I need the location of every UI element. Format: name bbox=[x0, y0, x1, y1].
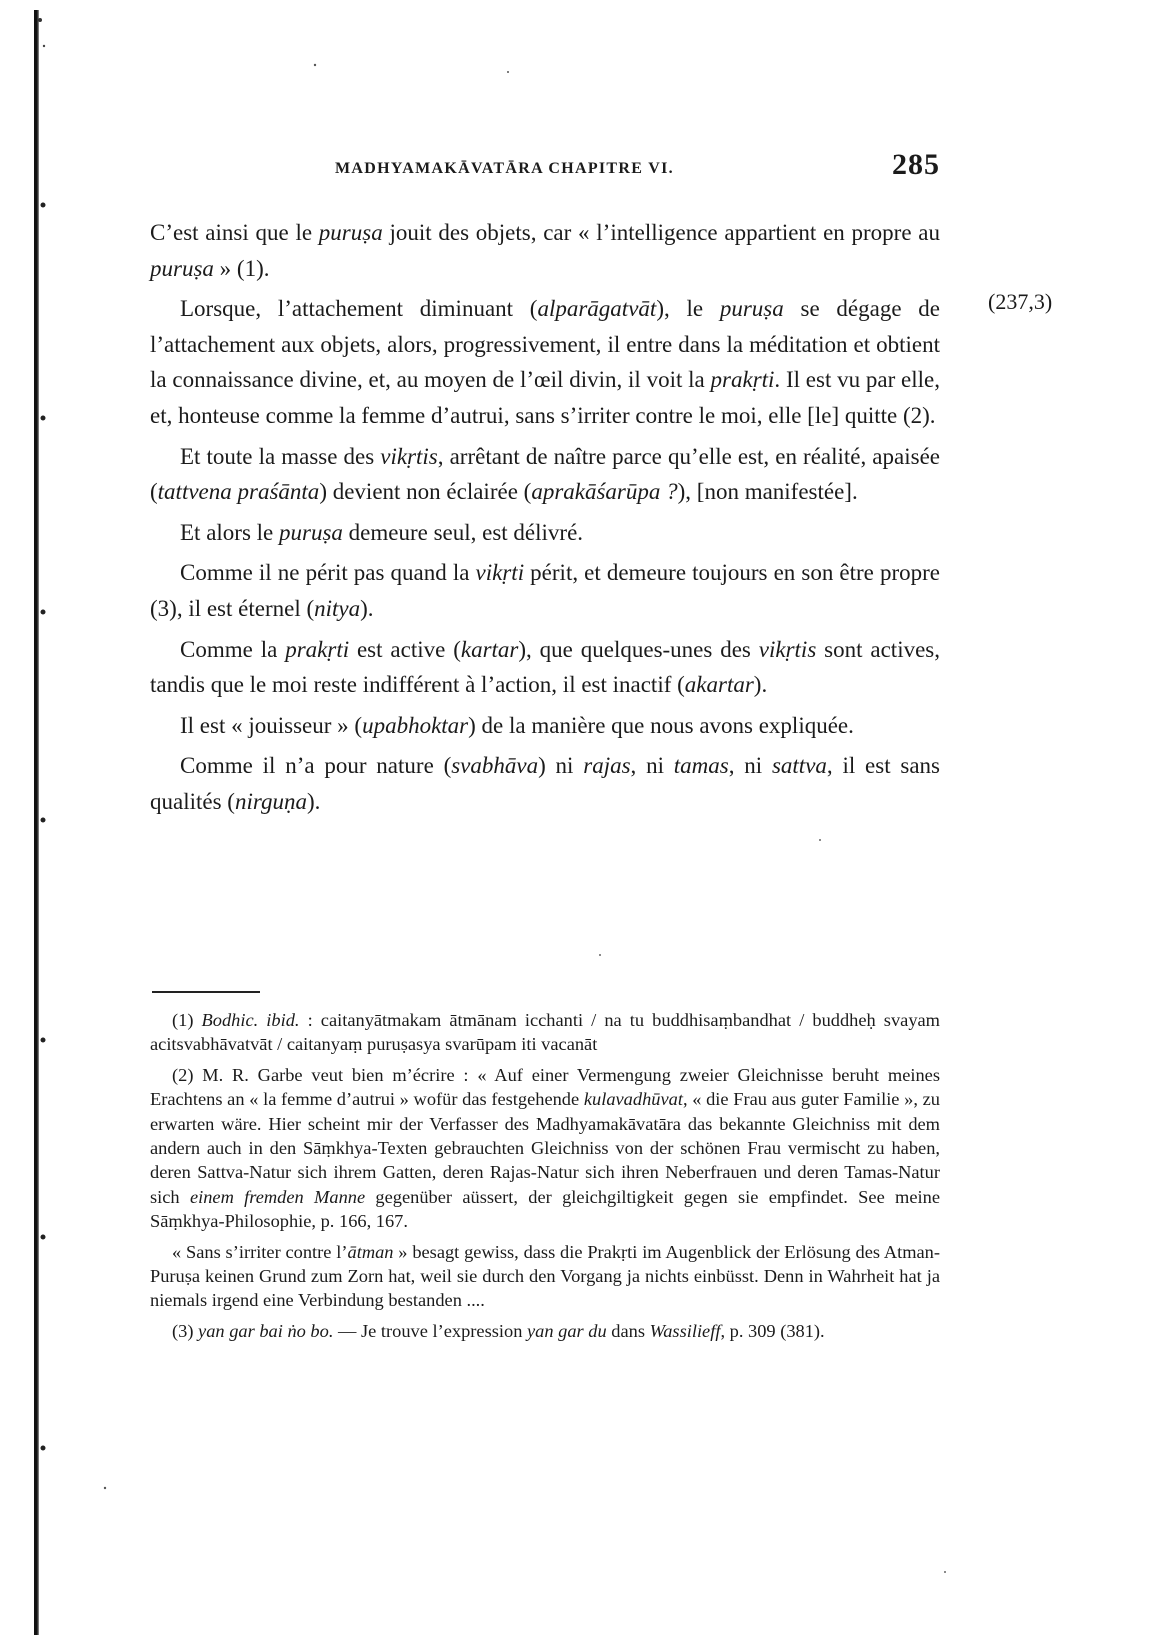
footnotes bbox=[150, 1008, 940, 1349]
paragraph-7: Il est « jouisseur » (upabhoktar) de la manière que nous avons expliquée. bbox=[180, 712, 854, 738]
paragraph-2: Lorsque, l’attachement diminuant (alparāgatvāt), le puruṣa se dégage de l’attachement aux objets, alors, progressivement, il entre dans la méditation et obtient la connaissance divine, et, au moyen de l’œil divin, il voit la prakṛti. Il est vu par elle, et, honteuse comme la femme d’autrui, sans s’irriter contre le moi, elle [le] quitte (2). bbox=[150, 296, 940, 428]
paragraph-5: Comme il ne périt pas quand la vikṛti périt, et demeure toujours en son être propre (3), il est éternel (nitya). bbox=[150, 560, 940, 621]
paragraph-8: Comme il n’a pour nature (svabhāva) ni rajas, ni tamas, ni sattva, il est sans qualités (nirguṇa). bbox=[150, 753, 940, 814]
footnote-rule bbox=[152, 991, 260, 993]
main-text bbox=[150, 215, 940, 825]
margin-reference: (237,3) bbox=[988, 289, 1053, 314]
page-header bbox=[150, 148, 940, 188]
footnote-2: (2) M. R. Garbe veut bien m’écrire : « Auf einer Vermengung zweier Gleichnisse beruht meines Erachtens an « la femme d’autrui » wofür das festgehende kulavadhūvat, « die Frau aus guter Familie », zu erwarten wäre. Hier scheint mir der Verfasser des Madhyamakāvatāra das bekannte Gleichniss mit dem andern auch in den Sāṃkhya-Texten gebrauchten Gleichniss von der schönen Frau vermischt zu haben, deren Sattva-Natur sich ihrem Gatten, deren Rajas-Natur sich ihren Neberfrauen und deren Tamas-Natur sich einem fremden Manne gegenüber aüssert, der gleichgiltigkeit gegen sie empfindet. See meine Sāṃkhya-Philosophie, p. 166, 167. bbox=[150, 1064, 940, 1232]
paragraph-3: Et toute la masse des vikṛtis, arrêtant de naître parce qu’elle est, en réalité, apaisée (tattvena praśānta) devient non éclairée (aprakāśarūpa ?), [non manifestée]. bbox=[150, 443, 940, 505]
footnote-2-continued: « Sans s’irriter contre l’ātman » besagt gewiss, dass die Prakṛti im Augenblick der Erlösung des Atman-Puruṣa keinen Grund zum Zorn hat, weil sie durch den Vorgang ja nichts einbüsst. Denn in Wahrheit hat ja niemals irgend eine Verbindung bestanden .... bbox=[150, 1241, 940, 1311]
paragraph-6: Comme la prakṛti est active (kartar), que quelques-unes des vikṛtis sont actives, tandis que le moi reste indifférent à l’action, il est inactif (akartar). bbox=[150, 636, 940, 698]
footnote-1: (1) Bodhic. ibid. : caitanyātmakam ātmānam icchanti / na tu buddhisaṃbandhat / buddheḥ svayam acitsvabhāvatvāt / caitanyaṃ puruṣasya svarūpam iti vacanāt bbox=[150, 1010, 940, 1055]
footnote-3: (3) yan gar bai ṅo bo. — Je trouve l’expression yan gar du dans Wassilieff, p. 309 (381). bbox=[172, 1320, 825, 1341]
page-number: 285 bbox=[892, 148, 940, 181]
paragraph-1: C’est ainsi que le puruṣa jouit des objets, car « l’intelligence appartient en propre au puruṣa » (1). bbox=[150, 220, 941, 281]
running-title: MADHYAMAKĀVATĀRA CHAPITRE VI. bbox=[335, 160, 674, 177]
paragraph-4: Et alors le puruṣa demeure seul, est délivré. bbox=[180, 519, 584, 545]
